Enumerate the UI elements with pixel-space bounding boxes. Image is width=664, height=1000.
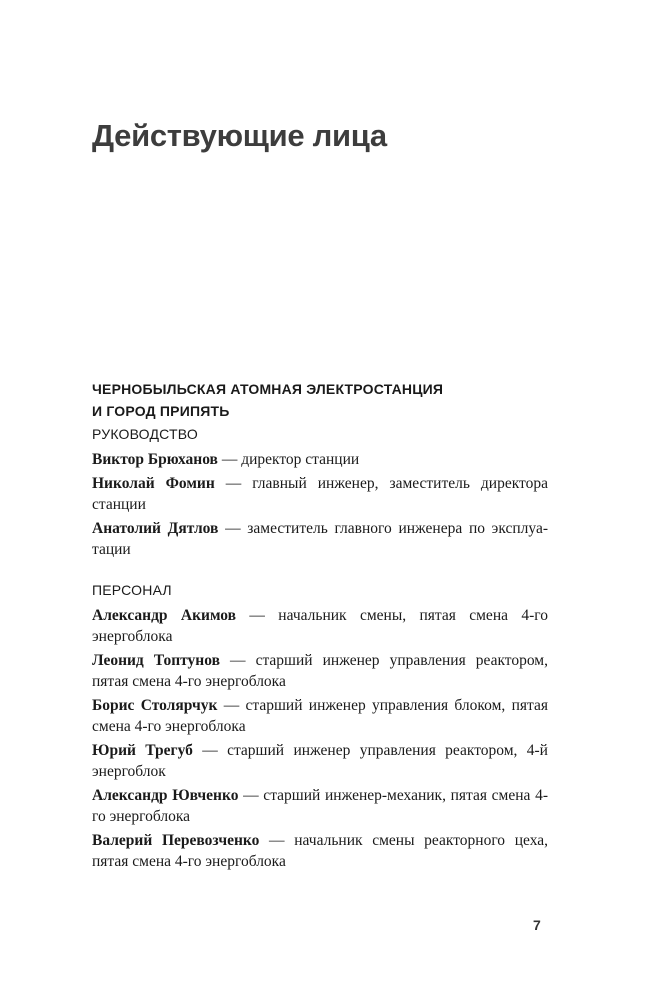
section-heading-line1: ЧЕРНОБЫЛЬСКАЯ АТОМНАЯ ЭЛЕКТРОСТАНЦИЯ xyxy=(92,381,444,397)
management-heading: РУКОВОДСТВО xyxy=(92,426,198,442)
person-role: — главный инженер, заместитель директора станции xyxy=(92,475,548,513)
list-item xyxy=(92,449,548,470)
person-name: Александр Акимов xyxy=(92,607,237,624)
person-name: Борис Столярчук xyxy=(92,697,218,714)
person-role: — заместитель главного инженера по эксплуатации xyxy=(92,520,548,558)
list-item xyxy=(92,695,548,737)
list-item xyxy=(92,605,548,647)
person-role: — старший инженер-механик, пятая смена 4-го энергоблока xyxy=(92,787,548,825)
person-name: Виктор Брюханов xyxy=(92,451,218,468)
list-item xyxy=(92,473,548,515)
person-name: Александр Ювченко xyxy=(92,787,239,804)
person-role: — начальник смены реакторного цеха, пятая смена 4-го энергоблока xyxy=(92,832,548,870)
person-name: Валерий Перевозченко xyxy=(92,832,260,849)
staff-list xyxy=(92,605,548,875)
person-role: — директор станции xyxy=(217,451,360,468)
list-item xyxy=(92,740,548,782)
list-item xyxy=(92,518,548,560)
list-item xyxy=(92,785,548,827)
management-list xyxy=(92,449,548,563)
person-role: — начальник смены, пятая смена 4-го энергоблока xyxy=(92,607,548,645)
person-name: Анатолий Дятлов xyxy=(92,520,219,537)
person-name: Николай Фомин xyxy=(92,475,215,492)
person-name: Юрий Трегуб xyxy=(92,742,193,759)
page-number: 7 xyxy=(533,917,541,933)
list-item xyxy=(92,830,548,872)
person-role: — старший инженер управления блоком, пятая смена 4-го энергоблока xyxy=(92,697,548,735)
person-name: Леонид Топтунов xyxy=(92,652,220,669)
section-heading xyxy=(92,378,552,422)
person-role: — старший инженер управления реактором, пятая смена 4-го энергоблока xyxy=(92,652,548,690)
section-heading-line2: И ГОРОД ПРИПЯТЬ xyxy=(92,403,230,419)
page-title: Действующие лица xyxy=(92,118,387,153)
person-role: — старший инженер управления реактором, 4-й энергоблок xyxy=(92,742,548,780)
staff-heading: ПЕРСОНАЛ xyxy=(92,582,172,598)
list-item xyxy=(92,650,548,692)
